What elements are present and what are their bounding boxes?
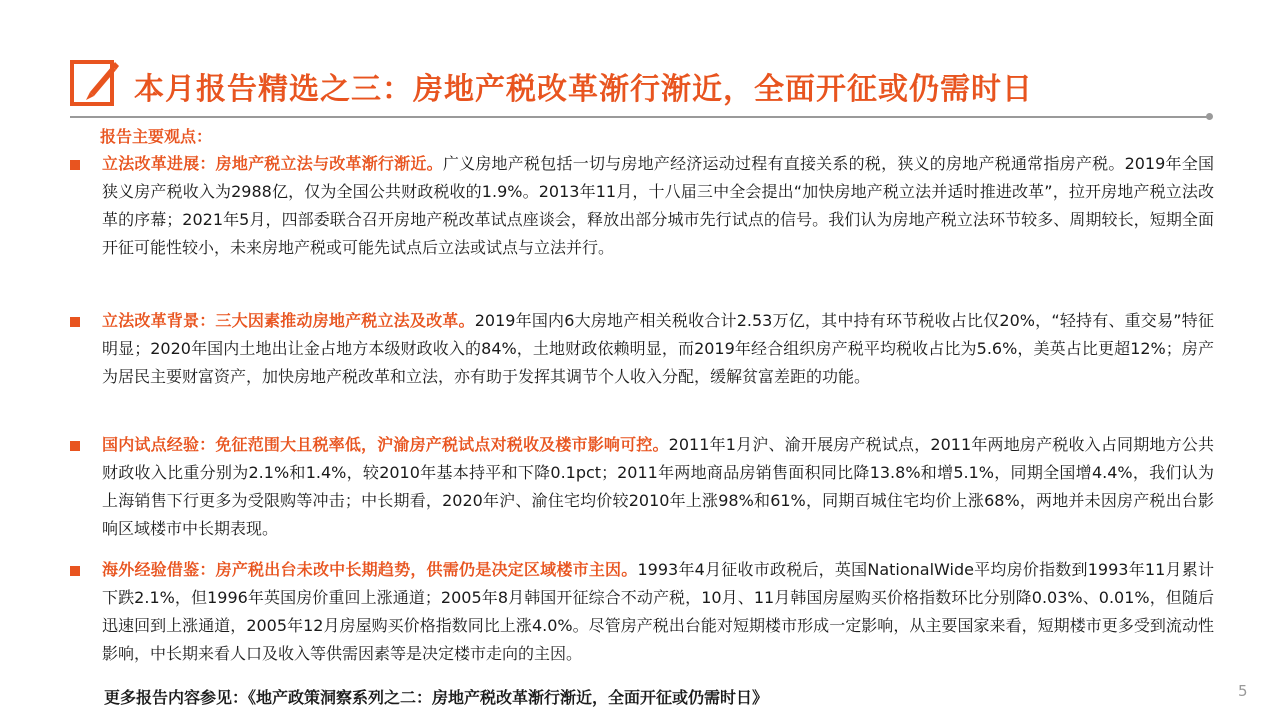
bullet-marker-icon xyxy=(70,441,80,451)
bullet-marker-icon xyxy=(70,317,80,327)
section-label: 报告主要观点： xyxy=(100,127,213,146)
divider-end-dot xyxy=(1206,113,1213,120)
key-point-1-lead: 立法改革进展：房地产税立法与改革渐行渐近。 xyxy=(102,154,443,173)
title-divider xyxy=(70,116,1210,118)
key-point-3 xyxy=(102,431,1214,543)
page-title: 本月报告精选之三：房地产税改革渐行渐近，全面开征或仍需时日 xyxy=(134,72,1033,107)
bullet-marker-icon xyxy=(70,566,80,576)
key-point-1 xyxy=(102,150,1214,262)
key-point-4-lead: 海外经验借鉴：房产税出台未改中长期趋势，供需仍是决定区域楼市主因。 xyxy=(102,560,638,579)
key-point-4 xyxy=(102,556,1214,668)
key-point-1-body: 广义房地产税包括一切与房地产经济运动过程有直接关系的税，狭义的房地产税通常指房产税。2019年全国狭义房产税收入为2988亿，仅为全国公共财政税收的1.9%。2013年11月，十八届三中全会提出“加快房地产税立法并适时推进改革”，拉开房地产税立法改革的序幕；2021年5月，四部委联合召开房地产税改革试点座谈会，释放出部分城市先行试点的信号。我们认为房地产税立法环节较多、周期较长，短期全面开征可能性较小，未来房地产税或可能先试点后立法或试点与立法并行。 xyxy=(102,154,1214,257)
page-number: 5 xyxy=(1238,682,1248,700)
key-point-2-body: 2019年国内6大房地产相关税收合计2.53万亿，其中持有环节税收占比仅20%，“轻持有、重交易”特征明显；2020年国内土地出让金占地方本级财政收入的84%，土地财政依赖明显，而2019年经合组织房产税平均税收占比为5.6%，美英占比更超12%；房产为居民主要财富资产，加快房地产税改革和立法，亦有助于发挥其调节个人收入分配，缓解贫富差距的功能。 xyxy=(102,311,1214,386)
bullet-marker-icon xyxy=(70,160,80,170)
more-reports-reference: 更多报告内容参见：《地产政策洞察系列之二：房地产税改革渐行渐近，全面开征或仍需时日》 xyxy=(104,688,769,707)
key-point-3-lead: 国内试点经验：免征范围大且税率低，沪渝房产税试点对税收及楼市影响可控。 xyxy=(102,435,669,454)
pencil-note-icon xyxy=(70,58,120,108)
key-point-2 xyxy=(102,307,1214,391)
key-point-4-body: 1993年4月征收市政税后，英国NationalWide平均房价指数到1993年11月累计下跌2.1%，但1996年英国房价重回上涨通道；2005年8月韩国开征综合不动产税，10月、11月韩国房屋购买价格指数环比分别降0.03%、0.01%，但随后迅速回到上涨通道，2005年12月房屋购买价格指数同比上涨4.0%。尽管房产税出台能对短期楼市形成一定影响，从主要国家来看，短期楼市更多受到流动性影响，中长期来看人口及收入等供需因素等是决定楼市走向的主因。 xyxy=(102,560,1214,663)
key-point-3-body: 2011年1月沪、渝开展房产税试点，2011年两地房产税收入占同期地方公共财政收入比重分别为2.1%和1.4%，较2010年基本持平和下降0.1pct；2011年两地商品房销售面积同比降13.8%和增5.1%，同期全国增4.4%，我们认为上海销售下行更多为受限购等冲击；中长期看，2020年沪、渝住宅均价较2010年上涨98%和61%，同期百城住宅均价上涨68%，两地并未因房产税出台影响区域楼市中长期表现。 xyxy=(102,435,1214,538)
key-point-2-lead: 立法改革背景：三大因素推动房地产税立法及改革。 xyxy=(102,311,475,330)
